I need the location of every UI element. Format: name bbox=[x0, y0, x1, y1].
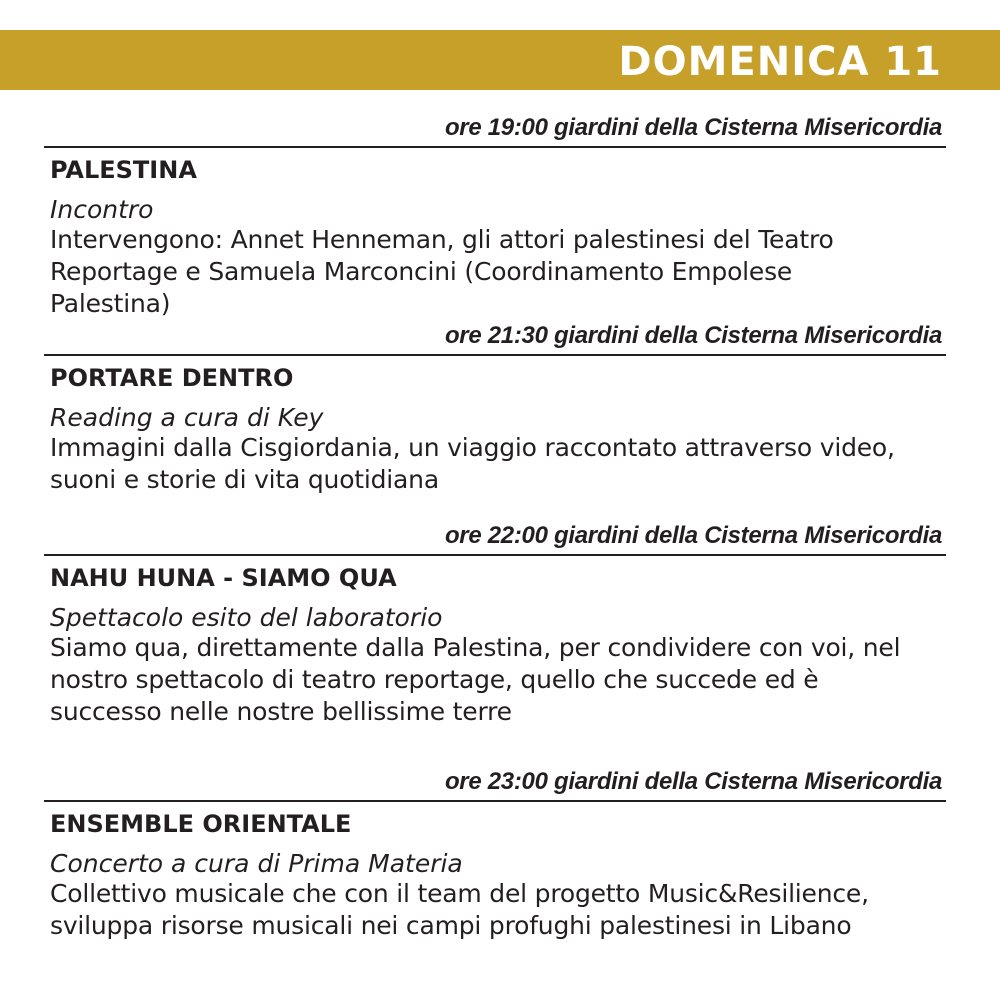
description-line: Immagini dalla Cisgiordania, un viaggio raccontato attraverso video, bbox=[50, 433, 895, 462]
event-subtitle: Reading a cura di Key bbox=[50, 403, 324, 432]
description-line: sviluppa risorse musicali nei campi profughi palestinesi in Libano bbox=[50, 911, 852, 940]
event-description bbox=[50, 224, 960, 320]
event-subtitle: Incontro bbox=[50, 195, 154, 224]
event-title: PALESTINA bbox=[50, 156, 197, 184]
description-line: Intervengono: Annet Henneman, gli attori palestinesi del Teatro bbox=[50, 225, 834, 254]
event-subtitle: Concerto a cura di Prima Materia bbox=[50, 849, 463, 878]
event-description bbox=[50, 632, 960, 728]
event-time: ore 21:30 giardini della Cisterna Misericordia bbox=[444, 322, 942, 349]
description-line: Siamo qua, direttamente dalla Palestina, per condividere con voi, nel bbox=[50, 633, 901, 662]
event-title: NAHU HUNA - SIAMO QUA bbox=[50, 564, 397, 592]
event-subtitle: Spettacolo esito del laboratorio bbox=[50, 603, 443, 632]
description-line: Palestina) bbox=[50, 289, 171, 318]
divider bbox=[44, 354, 946, 356]
event-time: ore 22:00 giardini della Cisterna Misericordia bbox=[444, 522, 942, 549]
event-time: ore 23:00 giardini della Cisterna Misericordia bbox=[444, 768, 942, 795]
event-description bbox=[50, 432, 960, 496]
event-title: PORTARE DENTRO bbox=[50, 364, 294, 392]
divider bbox=[44, 800, 946, 802]
page-title: DOMENICA 11 bbox=[618, 39, 942, 85]
description-line: nostro spettacolo di teatro reportage, quello che succede ed è bbox=[50, 665, 819, 694]
event-title: ENSEMBLE ORIENTALE bbox=[50, 810, 352, 838]
event-description bbox=[50, 878, 960, 942]
event-time: ore 19:00 giardini della Cisterna Misericordia bbox=[444, 114, 942, 141]
description-line: successo nelle nostre bellissime terre bbox=[50, 697, 512, 726]
description-line: Collettivo musicale che con il team del progetto Music&Resilience, bbox=[50, 879, 869, 908]
divider bbox=[44, 146, 946, 148]
description-line: Reportage e Samuela Marconcini (Coordinamento Empolese bbox=[50, 257, 793, 286]
divider bbox=[44, 554, 946, 556]
description-line: suoni e storie di vita quotidiana bbox=[50, 465, 439, 494]
